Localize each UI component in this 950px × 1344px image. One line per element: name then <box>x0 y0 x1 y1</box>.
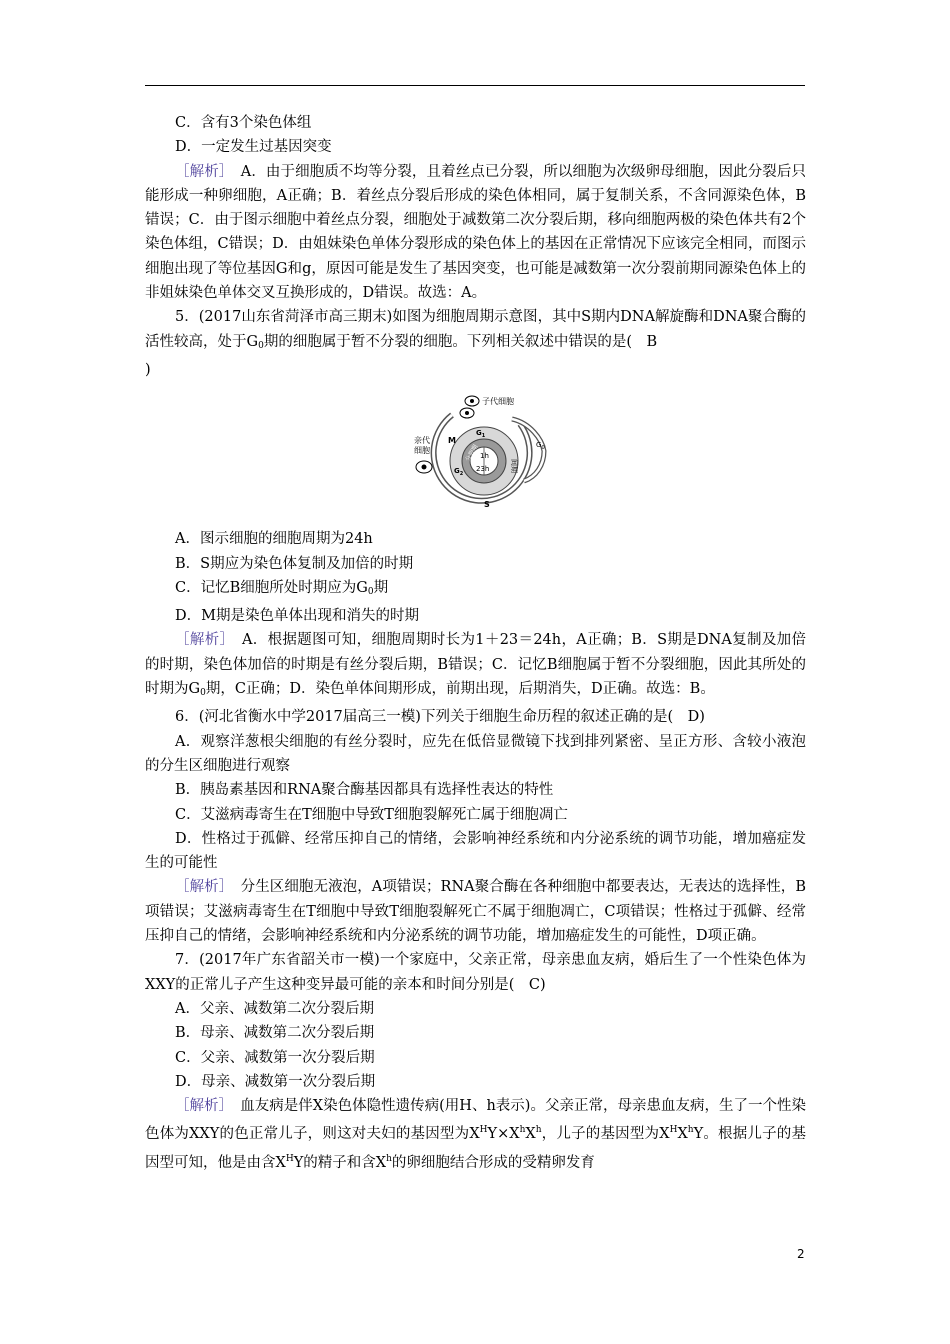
page-content <box>145 111 806 1175</box>
q6-stem <box>145 705 806 729</box>
q5-option-c-text-2: 期 <box>373 579 389 596</box>
q5-analysis-text: A．根据题图可知，细胞周期时长为1＋23＝24h，A正确；B．S期是DNA复制及加倍的时期，染色体加倍的时期是有丝分裂后期，B错误；C．记忆B细胞属于暂不分裂细胞，因此其所处的时期为G <box>145 632 807 698</box>
label-g2-text: G <box>454 467 460 476</box>
page-number: 2 <box>797 1247 805 1261</box>
q6-option-c: C．艾滋病毒寄生在T细胞中导致T细胞裂解死亡属于细胞凋亡 <box>175 806 568 823</box>
q6-analysis <box>145 875 806 948</box>
label-daughter: 子代细胞 <box>482 397 514 407</box>
label-g2-sub: 2 <box>459 471 464 478</box>
q6-option-a: A．观察洋葱根尖细胞的有丝分裂时，应先在低倍显微镜下找到排列紧密、呈正方形、含较小液泡的分生区细胞进行观察 <box>145 733 806 774</box>
q7-analysis-text-6: Y。根据儿子的基因型可知，他是由含X <box>145 1126 807 1171</box>
q5-stem-text: 5．(2017山东省菏泽市高三期末)如图为细胞周期示意图，其中S期内DNA解旋酶和DNA聚合酶的活性较高，处于G <box>145 309 806 350</box>
q5-analysis-text-2: 期，C正确；D．染色单体间期形成，前期出现，后期消失，D正确。故选：B。 <box>205 681 715 698</box>
q7-sup-5: h <box>687 1125 694 1136</box>
q5-option-d: D．M期是染色单体出现和消失的时期 <box>175 608 419 625</box>
q6-stem-close: ) <box>699 709 705 726</box>
q7-stem-text: 7．(2017年广东省韶关市一模)一个家庭中，父亲正常，母亲患血友病，婚后生了一个性染色体为XXY的正常儿子产生这种变异最可能的亲本和时间分别是( <box>145 952 806 993</box>
label-jianqi: 间期 <box>510 459 518 474</box>
label-parent-2: 细胞 <box>414 446 430 456</box>
q7-sup-7: h <box>386 1153 392 1164</box>
q7-analysis-text-7: Y的精子和含X <box>293 1154 387 1171</box>
q7-sup-1: H <box>479 1125 488 1136</box>
cell-cycle-figure <box>145 389 806 519</box>
label-fenlie: 分裂期 <box>464 443 480 463</box>
q6-stem-text: 6．(河北省衡水中学2017届高三一模)下列关于细胞生命历程的叙述正确的是( <box>175 709 688 726</box>
q5-answer: B <box>646 333 658 350</box>
q7-stem <box>145 948 806 997</box>
q7-option-c: C．父亲、减数第一次分裂后期 <box>175 1049 375 1066</box>
q7-option-b: B．母亲、减数第二次分裂后期 <box>175 1025 375 1042</box>
q5-stem-text-2: 期的细胞属于暂不分裂的细胞。下列相关叙述中错误的是( <box>263 333 647 350</box>
q7-analysis-text-1: 血友病是伴X染色体隐性遗传病(用H、h表示)。父亲正常，母亲患血友病，生了一个性染色体为XXY的色正常儿子，则这对夫妇的基因型为X <box>145 1098 806 1143</box>
label-g1-text: G <box>476 429 482 438</box>
q7-option-d: D．母亲、减数第一次分裂后期 <box>175 1073 376 1090</box>
q6-analysis-text: 分生区细胞无液泡，A项错误；RNA聚合酶在各种细胞中都要表达，无表达的选择性，B项错误；艾滋病毒寄生在T细胞中导致T细胞裂解死亡不属于细胞凋亡，C项错误；性格过于孤僻、经常压抑自己的情绪，会影响神经系统和内分泌系统的调节功能，增加癌症发生的可能性，D项正确。 <box>145 879 806 945</box>
q7-sup-3: h <box>535 1125 542 1136</box>
q5-option-c <box>145 576 806 604</box>
q7-sup-4: H <box>669 1125 678 1136</box>
label-1h: 1h <box>480 452 489 461</box>
q6-answer: D <box>687 709 700 726</box>
q7-sup-2: h <box>519 1125 526 1136</box>
q7-sup-6: H <box>285 1153 294 1164</box>
q7-analysis <box>145 1094 806 1175</box>
q7-analysis-text-8: 的卵细胞结合形成的受精卵发育 <box>391 1154 595 1171</box>
q5-stem-sub: 0 <box>258 340 264 351</box>
q6-option-d: D．性格过于孤僻、经常压抑自己的情绪，会影响神经系统和内分泌系统的调节功能，增加癌症发生的可能性 <box>145 830 806 872</box>
label-g0-text: G <box>536 441 542 450</box>
analysis-label: ［解析］ <box>175 879 227 896</box>
q4-option-d: D．一定发生过基因突变 <box>175 139 332 156</box>
q5-option-a: A．图示细胞的细胞周期为24h <box>175 531 373 548</box>
label-23h: 23h <box>476 465 490 474</box>
label-s: S <box>484 500 490 510</box>
label-g0-sub: 0 <box>541 445 545 452</box>
q7-analysis-text-3: X <box>525 1126 536 1143</box>
q6-option-b: B．胰岛素基因和RNA聚合酶基因都具有选择性表达的特性 <box>175 782 554 799</box>
q5-analysis <box>145 628 806 705</box>
q7-answer: C <box>528 976 540 993</box>
q5-option-c-text: C．记忆B细胞所处时期应为G <box>175 579 368 596</box>
q7-analysis-text-2: Y×X <box>487 1126 520 1143</box>
q4-analysis <box>145 160 806 306</box>
parent-nucleus-icon <box>422 465 427 470</box>
analysis-label: ［解析］ <box>175 632 228 649</box>
analysis-label: ［解析］ <box>175 163 227 180</box>
header-rule <box>145 85 805 86</box>
q7-analysis-text-5: X <box>677 1126 688 1143</box>
label-parent-1: 亲代 <box>414 436 430 446</box>
daughter-nucleus-icon-2 <box>465 411 469 415</box>
q4-option-c: C．含有3个染色体组 <box>175 115 312 131</box>
q5-option-c-sub: 0 <box>367 586 374 597</box>
q7-stem-close: ) <box>539 976 546 993</box>
daughter-nucleus-icon <box>470 399 474 403</box>
label-m: M <box>448 436 456 446</box>
q5-option-b: B．S期应为染色体复制及加倍的时期 <box>175 555 414 572</box>
q4-analysis-text: A．由于细胞质不均等分裂，且着丝点已分裂，所以细胞为次级卵母细胞，因此分裂后只能形成一种卵细胞，A正确；B．着丝点分裂后形成的染色体相同，属于复制关系，不含同源染色体，B错误；C．由于图示细胞中着丝点分裂，细胞处于减数第二次分裂后期，移向细胞两极的染色体共有2个染色体组，C错误；D．由姐妹染色单体分裂形成的染色体上的基因在正常情况下应该完全相同，而图示细胞出现了等位基因G和g，原因可能是发生了基因突变，也可能是减数第一次分裂前期同源染色体上的非姐妹染色单体交叉互换形成的，D错误。故选：A。 <box>145 163 807 302</box>
cell-cycle-diagram <box>412 389 552 517</box>
label-g1-sub: 1 <box>481 433 486 440</box>
q5-stem-close: ) <box>145 361 151 378</box>
q7-analysis-text-4: ，儿子的基因型为X <box>541 1126 670 1143</box>
analysis-label: ［解析］ <box>175 1098 226 1115</box>
q5-analysis-sub: 0 <box>200 688 206 699</box>
q7-option-a: A．父亲、减数第二次分裂后期 <box>175 1000 374 1017</box>
q5-stem <box>145 305 806 382</box>
